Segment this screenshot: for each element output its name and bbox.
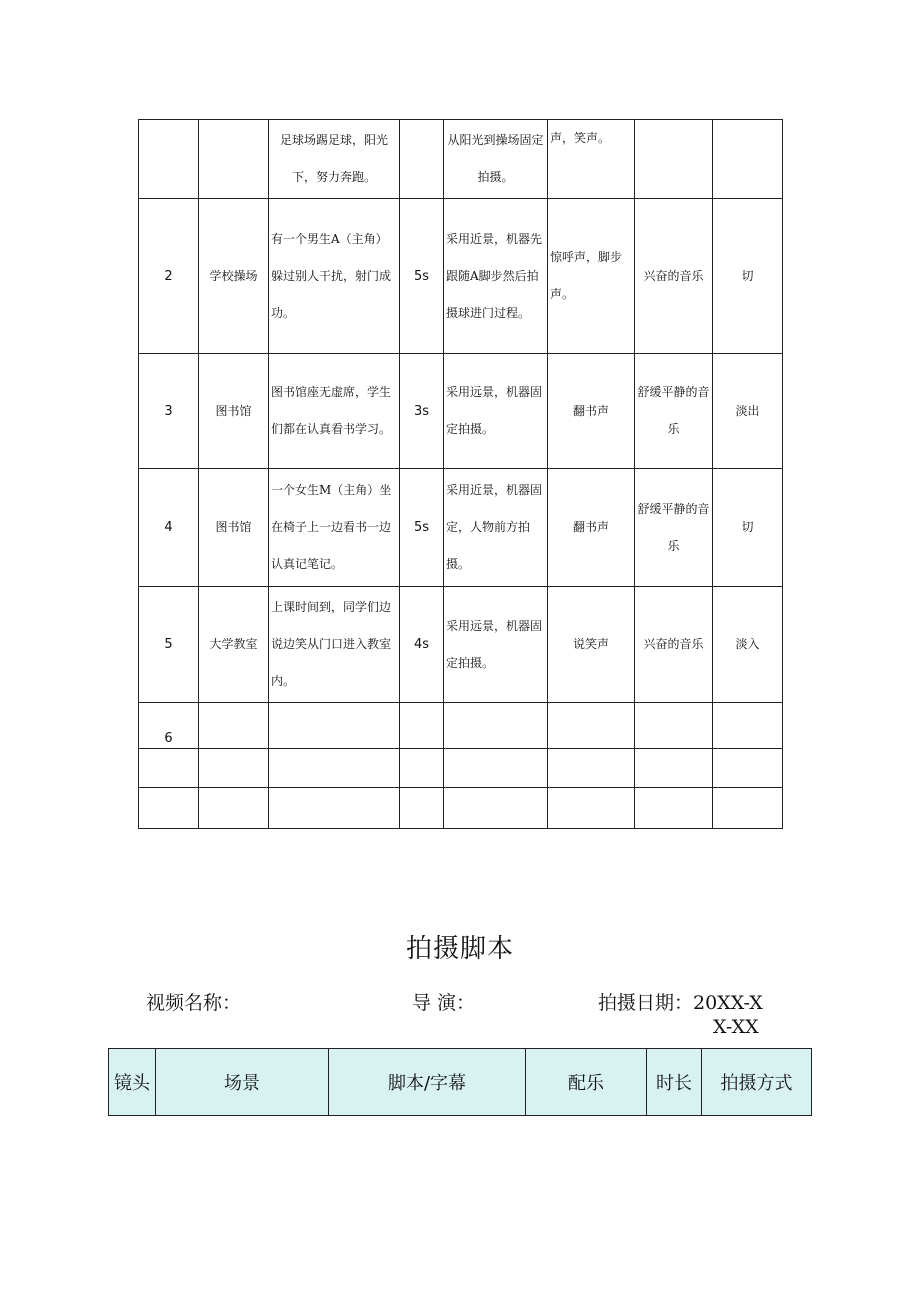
transition-cell — [713, 749, 783, 788]
camera-cell: 采用远景，机器固定拍摄。 — [444, 587, 548, 703]
transition-cell: 切 — [713, 199, 783, 354]
transition-cell: 淡出 — [713, 354, 783, 469]
content-cell: 上课时间到，同学们边说边笑从门口进入教室内。 — [269, 587, 400, 703]
duration-cell: 5s — [400, 469, 444, 587]
duration-cell: 4s — [400, 587, 444, 703]
table-row — [139, 703, 783, 749]
header-script: 脚本/字幕 — [329, 1049, 526, 1116]
director-label: 导 演： — [412, 992, 476, 1014]
scene-cell — [199, 749, 269, 788]
header-music: 配乐 — [526, 1049, 647, 1116]
scene-cell — [199, 703, 269, 749]
content-cell: 一个女生M（主角）坐在椅子上一边看书一边认真记笔记。 — [269, 469, 400, 587]
transition-cell — [713, 703, 783, 749]
duration-cell — [400, 703, 444, 749]
sound-cell — [548, 749, 635, 788]
content-cell — [269, 749, 400, 788]
shot-cell: 6 — [139, 703, 199, 749]
shot-cell — [139, 120, 199, 199]
transition-cell — [713, 120, 783, 199]
scene-cell: 图书馆 — [199, 469, 269, 587]
music-cell: 兴奋的音乐 — [635, 587, 713, 703]
camera-cell — [444, 749, 548, 788]
scene-cell — [199, 120, 269, 199]
header-duration: 时长 — [647, 1049, 702, 1116]
shot-cell: 3 — [139, 354, 199, 469]
shot-cell — [139, 749, 199, 788]
camera-cell: 采用远景，机器固定拍摄。 — [444, 354, 548, 469]
content-cell: 有一个男生A（主角）躲过别人干扰，射门成功。 — [269, 199, 400, 354]
table-row — [139, 199, 783, 354]
video-name-label: 视频名称： — [146, 992, 242, 1014]
script-header-table — [108, 1048, 812, 1116]
sound-cell — [548, 788, 635, 829]
shot-cell: 2 — [139, 199, 199, 354]
sound-cell: 惊呼声，脚步声。 — [548, 199, 635, 354]
shot-list-table — [138, 119, 783, 829]
scene-cell: 大学教室 — [199, 587, 269, 703]
content-cell: 图书馆座无虚席，学生们都在认真看书学习。 — [269, 354, 400, 469]
music-cell — [635, 788, 713, 829]
table-row — [139, 469, 783, 587]
duration-cell — [400, 749, 444, 788]
duration-cell — [400, 120, 444, 199]
shoot-date-label: 拍摄日期：20XX-X — [598, 992, 763, 1014]
transition-cell: 淡入 — [713, 587, 783, 703]
shot-cell — [139, 788, 199, 829]
duration-cell — [400, 788, 444, 829]
scene-cell: 图书馆 — [199, 354, 269, 469]
sound-cell: 翻书声 — [548, 469, 635, 587]
content-cell — [269, 703, 400, 749]
camera-cell: 采用近景，机器固定，人物前方拍摄。 — [444, 469, 548, 587]
music-cell: 兴奋的音乐 — [635, 199, 713, 354]
header-method: 拍摄方式 — [702, 1049, 812, 1116]
music-cell — [635, 703, 713, 749]
sound-cell: 翻书声 — [548, 354, 635, 469]
sound-cell: 声，笑声。 — [548, 120, 635, 199]
transition-cell — [713, 788, 783, 829]
music-cell — [635, 749, 713, 788]
table-header-row — [109, 1049, 812, 1116]
shoot-date-continued: X-XX — [713, 1016, 759, 1038]
duration-cell: 5s — [400, 199, 444, 354]
camera-cell: 从阳光到操场固定拍摄。 — [444, 120, 548, 199]
scene-cell — [199, 788, 269, 829]
shot-cell: 4 — [139, 469, 199, 587]
page-title: 拍摄脚本 — [405, 934, 514, 964]
duration-cell: 3s — [400, 354, 444, 469]
shot-cell: 5 — [139, 587, 199, 703]
camera-cell — [444, 788, 548, 829]
sound-cell: 说笑声 — [548, 587, 635, 703]
scene-cell: 学校操场 — [199, 199, 269, 354]
camera-cell: 采用近景，机器先跟随A脚步然后拍摄球进门过程。 — [444, 199, 548, 354]
table-row — [139, 749, 783, 788]
content-cell — [269, 788, 400, 829]
transition-cell: 切 — [713, 469, 783, 587]
sound-cell — [548, 703, 635, 749]
music-cell: 舒缓平静的音乐 — [635, 354, 713, 469]
camera-cell — [444, 703, 548, 749]
music-cell: 舒缓平静的音乐 — [635, 469, 713, 587]
table-row — [139, 587, 783, 703]
music-cell — [635, 120, 713, 199]
table-row — [139, 354, 783, 469]
header-shot: 镜头 — [109, 1049, 156, 1116]
table-row — [139, 788, 783, 829]
header-scene: 场景 — [156, 1049, 329, 1116]
content-cell: 足球场踢足球，阳光下，努力奔跑。 — [269, 120, 400, 199]
table-row — [139, 120, 783, 199]
